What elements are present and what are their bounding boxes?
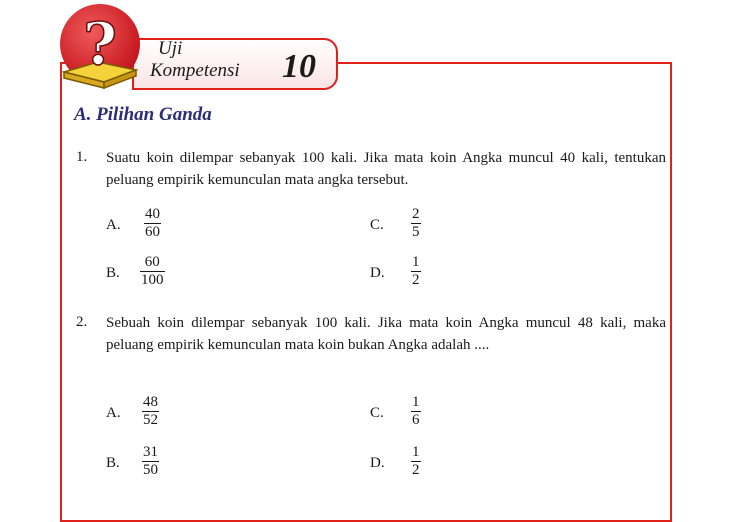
- option-fraction: [144, 206, 161, 241]
- fraction-numerator: 40: [145, 206, 160, 222]
- header-kompetensi: Kompetensi: [150, 60, 240, 81]
- option-letter: C.: [370, 217, 384, 233]
- fraction-denominator: 52: [143, 412, 158, 428]
- header-uji: Uji: [158, 38, 183, 59]
- option-fraction: [142, 394, 159, 429]
- fraction-numerator: 1: [412, 394, 420, 410]
- option-fraction: [142, 444, 159, 479]
- fraction-denominator: 60: [145, 224, 160, 240]
- svg-text:?: ?: [83, 10, 117, 78]
- option-letter: B.: [106, 265, 120, 281]
- fraction-denominator: 2: [412, 462, 420, 478]
- fraction-denominator: 2: [412, 272, 420, 288]
- fraction-numerator: 31: [143, 444, 158, 460]
- fraction-denominator: 100: [141, 272, 164, 288]
- option-letter: D.: [370, 455, 385, 471]
- fraction-numerator: 1: [412, 444, 420, 460]
- option-fraction: [140, 254, 165, 289]
- fraction-numerator: 60: [144, 254, 160, 270]
- option-letter: A.: [106, 217, 121, 233]
- option-letter: B.: [106, 455, 120, 471]
- option-letter: A.: [106, 405, 121, 421]
- fraction-denominator: 6: [412, 412, 420, 428]
- option-letter: C.: [370, 405, 384, 421]
- question-number: 1.: [76, 149, 88, 165]
- option-letter: D.: [370, 265, 385, 281]
- option-fraction: [411, 444, 421, 479]
- fraction-numerator: 1: [412, 254, 420, 270]
- option-fraction: [411, 206, 421, 241]
- fraction-numerator: 2: [412, 206, 420, 222]
- option-fraction: [411, 394, 421, 429]
- fraction-numerator: 48: [143, 394, 158, 410]
- question-mark-book-icon: [58, 2, 168, 98]
- header-number: 10: [282, 48, 316, 85]
- option-fraction: [411, 254, 421, 289]
- question-text: Suatu koin dilempar sebanyak 100 kali. Jika mata koin Angka muncul 40 kali, tentukan peluang empirik kemunculan mata angka tersebut.: [106, 150, 666, 188]
- question-text: Sebuah koin dilempar sebanyak 100 kali. Jika mata koin Angka muncul 48 kali, maka peluang empirik kemunculan mata koin bukan Angka adalah ....: [106, 315, 666, 353]
- fraction-denominator: 5: [412, 224, 420, 240]
- section-title: A. Pilihan Ganda: [74, 104, 212, 125]
- question-number: 2.: [76, 314, 88, 330]
- fraction-denominator: 50: [143, 462, 158, 478]
